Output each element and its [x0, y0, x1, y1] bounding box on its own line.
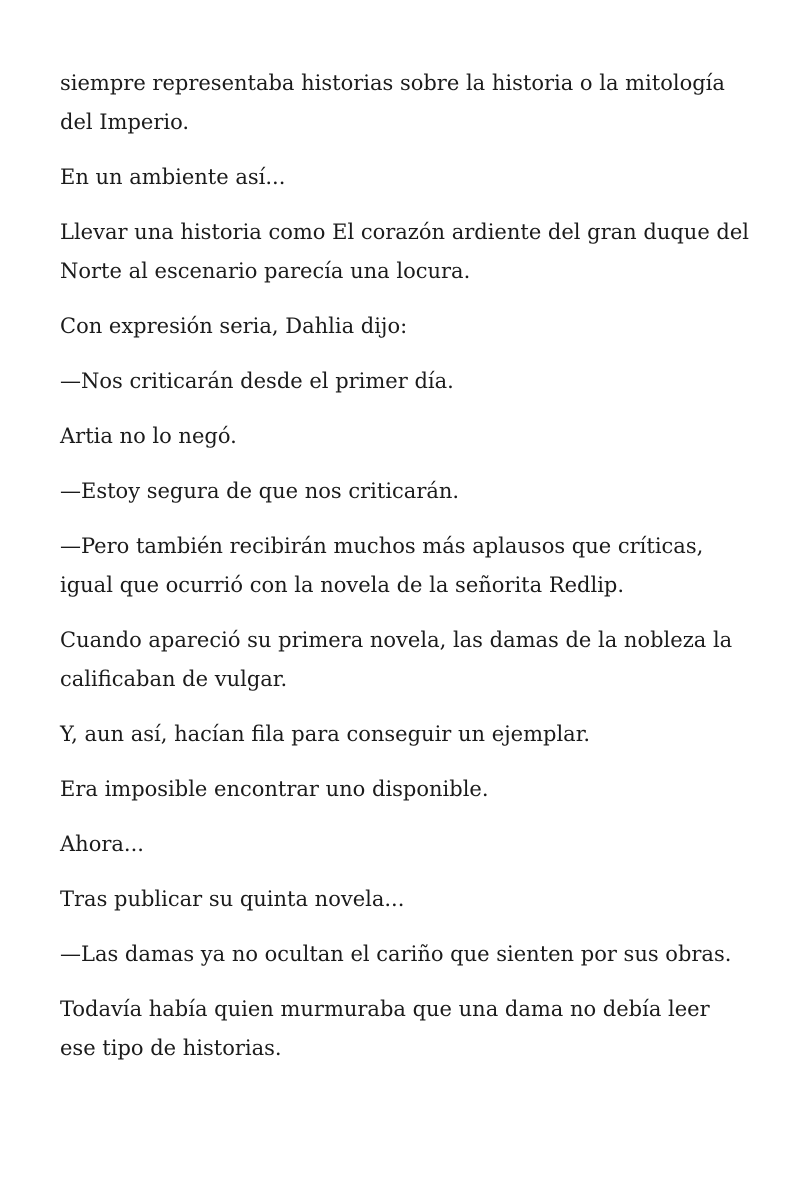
paragraph: siempre representaba historias sobre la historia o la mitología del Imperio.: [60, 71, 725, 134]
paragraph: —Las damas ya no ocultan el cariño que sienten por sus obras.: [60, 942, 732, 966]
document-page: [60, 64, 750, 1084]
paragraph: —Estoy segura de que nos criticarán.: [60, 479, 460, 503]
paragraph: —Pero también recibirán muchos más aplausos que críticas, igual que ocurrió con la novela de la señorita Redlip.: [60, 534, 704, 597]
paragraph: Llevar una historia como El corazón ardiente del gran duque del Norte al escenario parecía una locura.: [60, 220, 750, 283]
paragraph: Cuando apareció su primera novela, las damas de la nobleza la calificaban de vulgar.: [60, 628, 733, 691]
paragraph: —Nos criticarán desde el primer día.: [60, 369, 454, 393]
paragraph: Todavía había quien murmuraba que una dama no debía leer ese tipo de historias.: [60, 997, 710, 1060]
paragraph: Y, aun así, hacían fila para conseguir un ejemplar.: [60, 722, 591, 746]
paragraph: Con expresión seria, Dahlia dijo:: [60, 314, 408, 338]
paragraph: Tras publicar su quinta novela...: [60, 887, 405, 911]
paragraph: En un ambiente así...: [60, 165, 286, 189]
paragraph: Ahora...: [60, 832, 144, 856]
paragraph: Era imposible encontrar uno disponible.: [60, 777, 489, 801]
paragraph: Artia no lo negó.: [60, 424, 237, 448]
